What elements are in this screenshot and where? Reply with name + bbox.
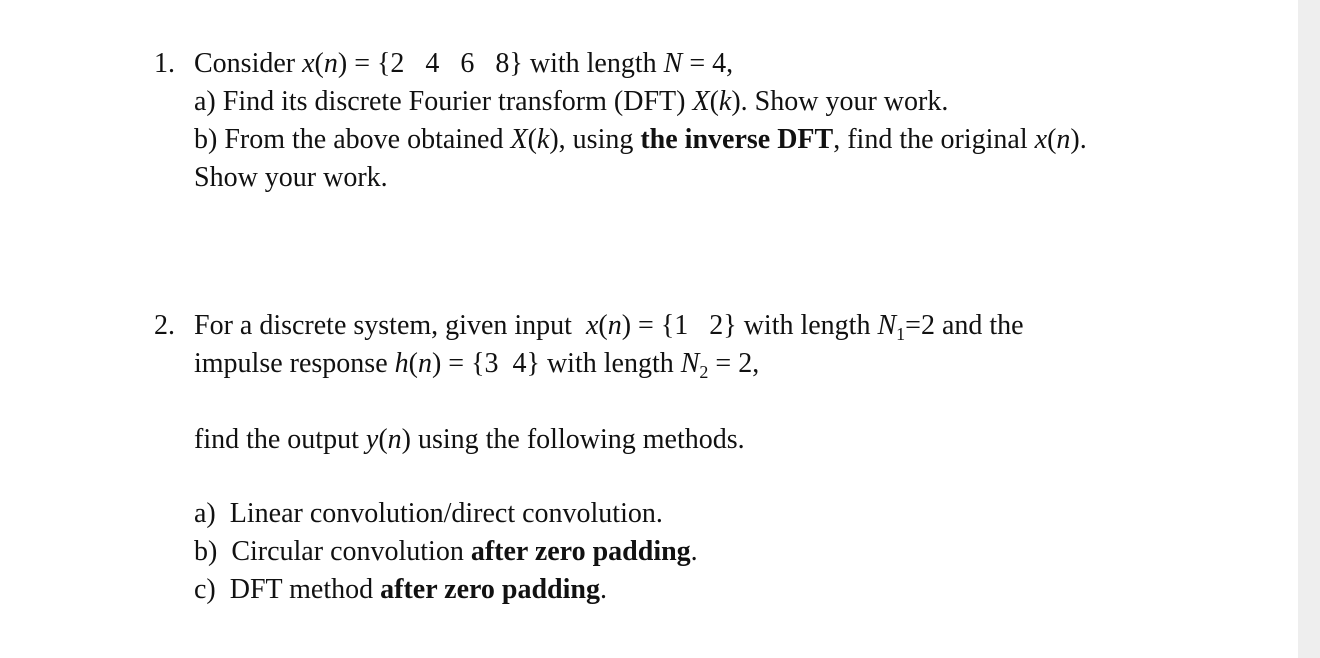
text-segment: ) using the following methods. <box>401 424 745 455</box>
text-segment: , find the original <box>833 124 1035 155</box>
text-segment: ( <box>378 424 388 455</box>
scrollbar-track[interactable] <box>1298 0 1320 658</box>
text-segment: ( <box>408 348 418 379</box>
text-segment: ). <box>1070 124 1087 155</box>
problem-1-number: 1. <box>154 48 175 79</box>
text-segment: ). Show your work. <box>731 86 949 117</box>
text-segment: impulse response <box>194 348 395 379</box>
text-segment: k <box>536 124 550 155</box>
text-segment: ( <box>1047 124 1057 155</box>
text-segment: X <box>510 124 528 155</box>
text-segment: n <box>323 48 338 79</box>
text-segment: b) Circular convolution <box>194 536 471 567</box>
text-segment: x <box>302 48 315 79</box>
problem-2-line-1 <box>194 310 1024 342</box>
problem-1-line-3 <box>194 124 1087 156</box>
problem-2-line-3 <box>194 424 745 456</box>
text-segment: n <box>417 348 432 379</box>
problem-2-line-5 <box>194 536 698 568</box>
text-segment: N <box>680 348 700 379</box>
text-segment: Show your work. <box>194 162 388 193</box>
text-segment: k <box>718 86 732 117</box>
problem-1-line-4 <box>194 162 388 194</box>
problem-2-line-6 <box>194 574 607 606</box>
text-segment: ( <box>314 48 324 79</box>
text-segment: Consider <box>194 48 303 79</box>
text-segment: 1 <box>896 324 906 344</box>
text-segment: n <box>1056 124 1071 155</box>
text-segment: n <box>387 424 402 455</box>
problem-2-line-4 <box>194 498 663 530</box>
text-segment: . <box>690 536 698 567</box>
text-segment: X <box>692 86 710 117</box>
text-segment: ( <box>709 86 719 117</box>
problem-1-line-1 <box>194 48 733 80</box>
text-segment: x <box>585 310 599 341</box>
text-segment: n <box>607 310 622 341</box>
text-segment: ) = {2 4 6 8} with length <box>337 48 664 79</box>
text-segment: N <box>663 48 683 79</box>
text-segment: after zero padding <box>380 574 600 605</box>
text-segment: = 4, <box>682 48 734 79</box>
text-segment: h <box>394 348 409 379</box>
problem-2-line-2 <box>194 348 759 380</box>
text-segment: ( <box>527 124 537 155</box>
text-segment: ) = {3 4} with length <box>431 348 681 379</box>
text-segment: . <box>599 574 607 605</box>
text-segment: N <box>877 310 897 341</box>
text-segment: For a discrete system, given input <box>194 310 586 341</box>
text-segment: x <box>1034 124 1048 155</box>
text-segment: = 2, <box>708 348 760 379</box>
text-segment: ( <box>598 310 608 341</box>
text-segment: =2 and the <box>905 310 1024 341</box>
text-segment: the inverse DFT <box>640 124 834 155</box>
text-segment: c) DFT method <box>194 574 381 605</box>
text-segment: ), using <box>549 124 641 155</box>
problem-1-line-2 <box>194 86 948 118</box>
text-segment: y <box>365 424 379 455</box>
text-segment: 2 <box>699 362 709 382</box>
problem-2-number: 2. <box>154 310 175 341</box>
text-segment: ) = {1 2} with length <box>621 310 878 341</box>
text-segment: a) Find its discrete Fourier transform (DFT) <box>194 86 693 117</box>
text-segment: find the output <box>194 424 366 455</box>
text-segment: after zero padding <box>470 536 691 567</box>
text-segment: b) From the above obtained <box>194 124 511 155</box>
text-segment: a) Linear convolution/direct convolution. <box>194 498 663 529</box>
